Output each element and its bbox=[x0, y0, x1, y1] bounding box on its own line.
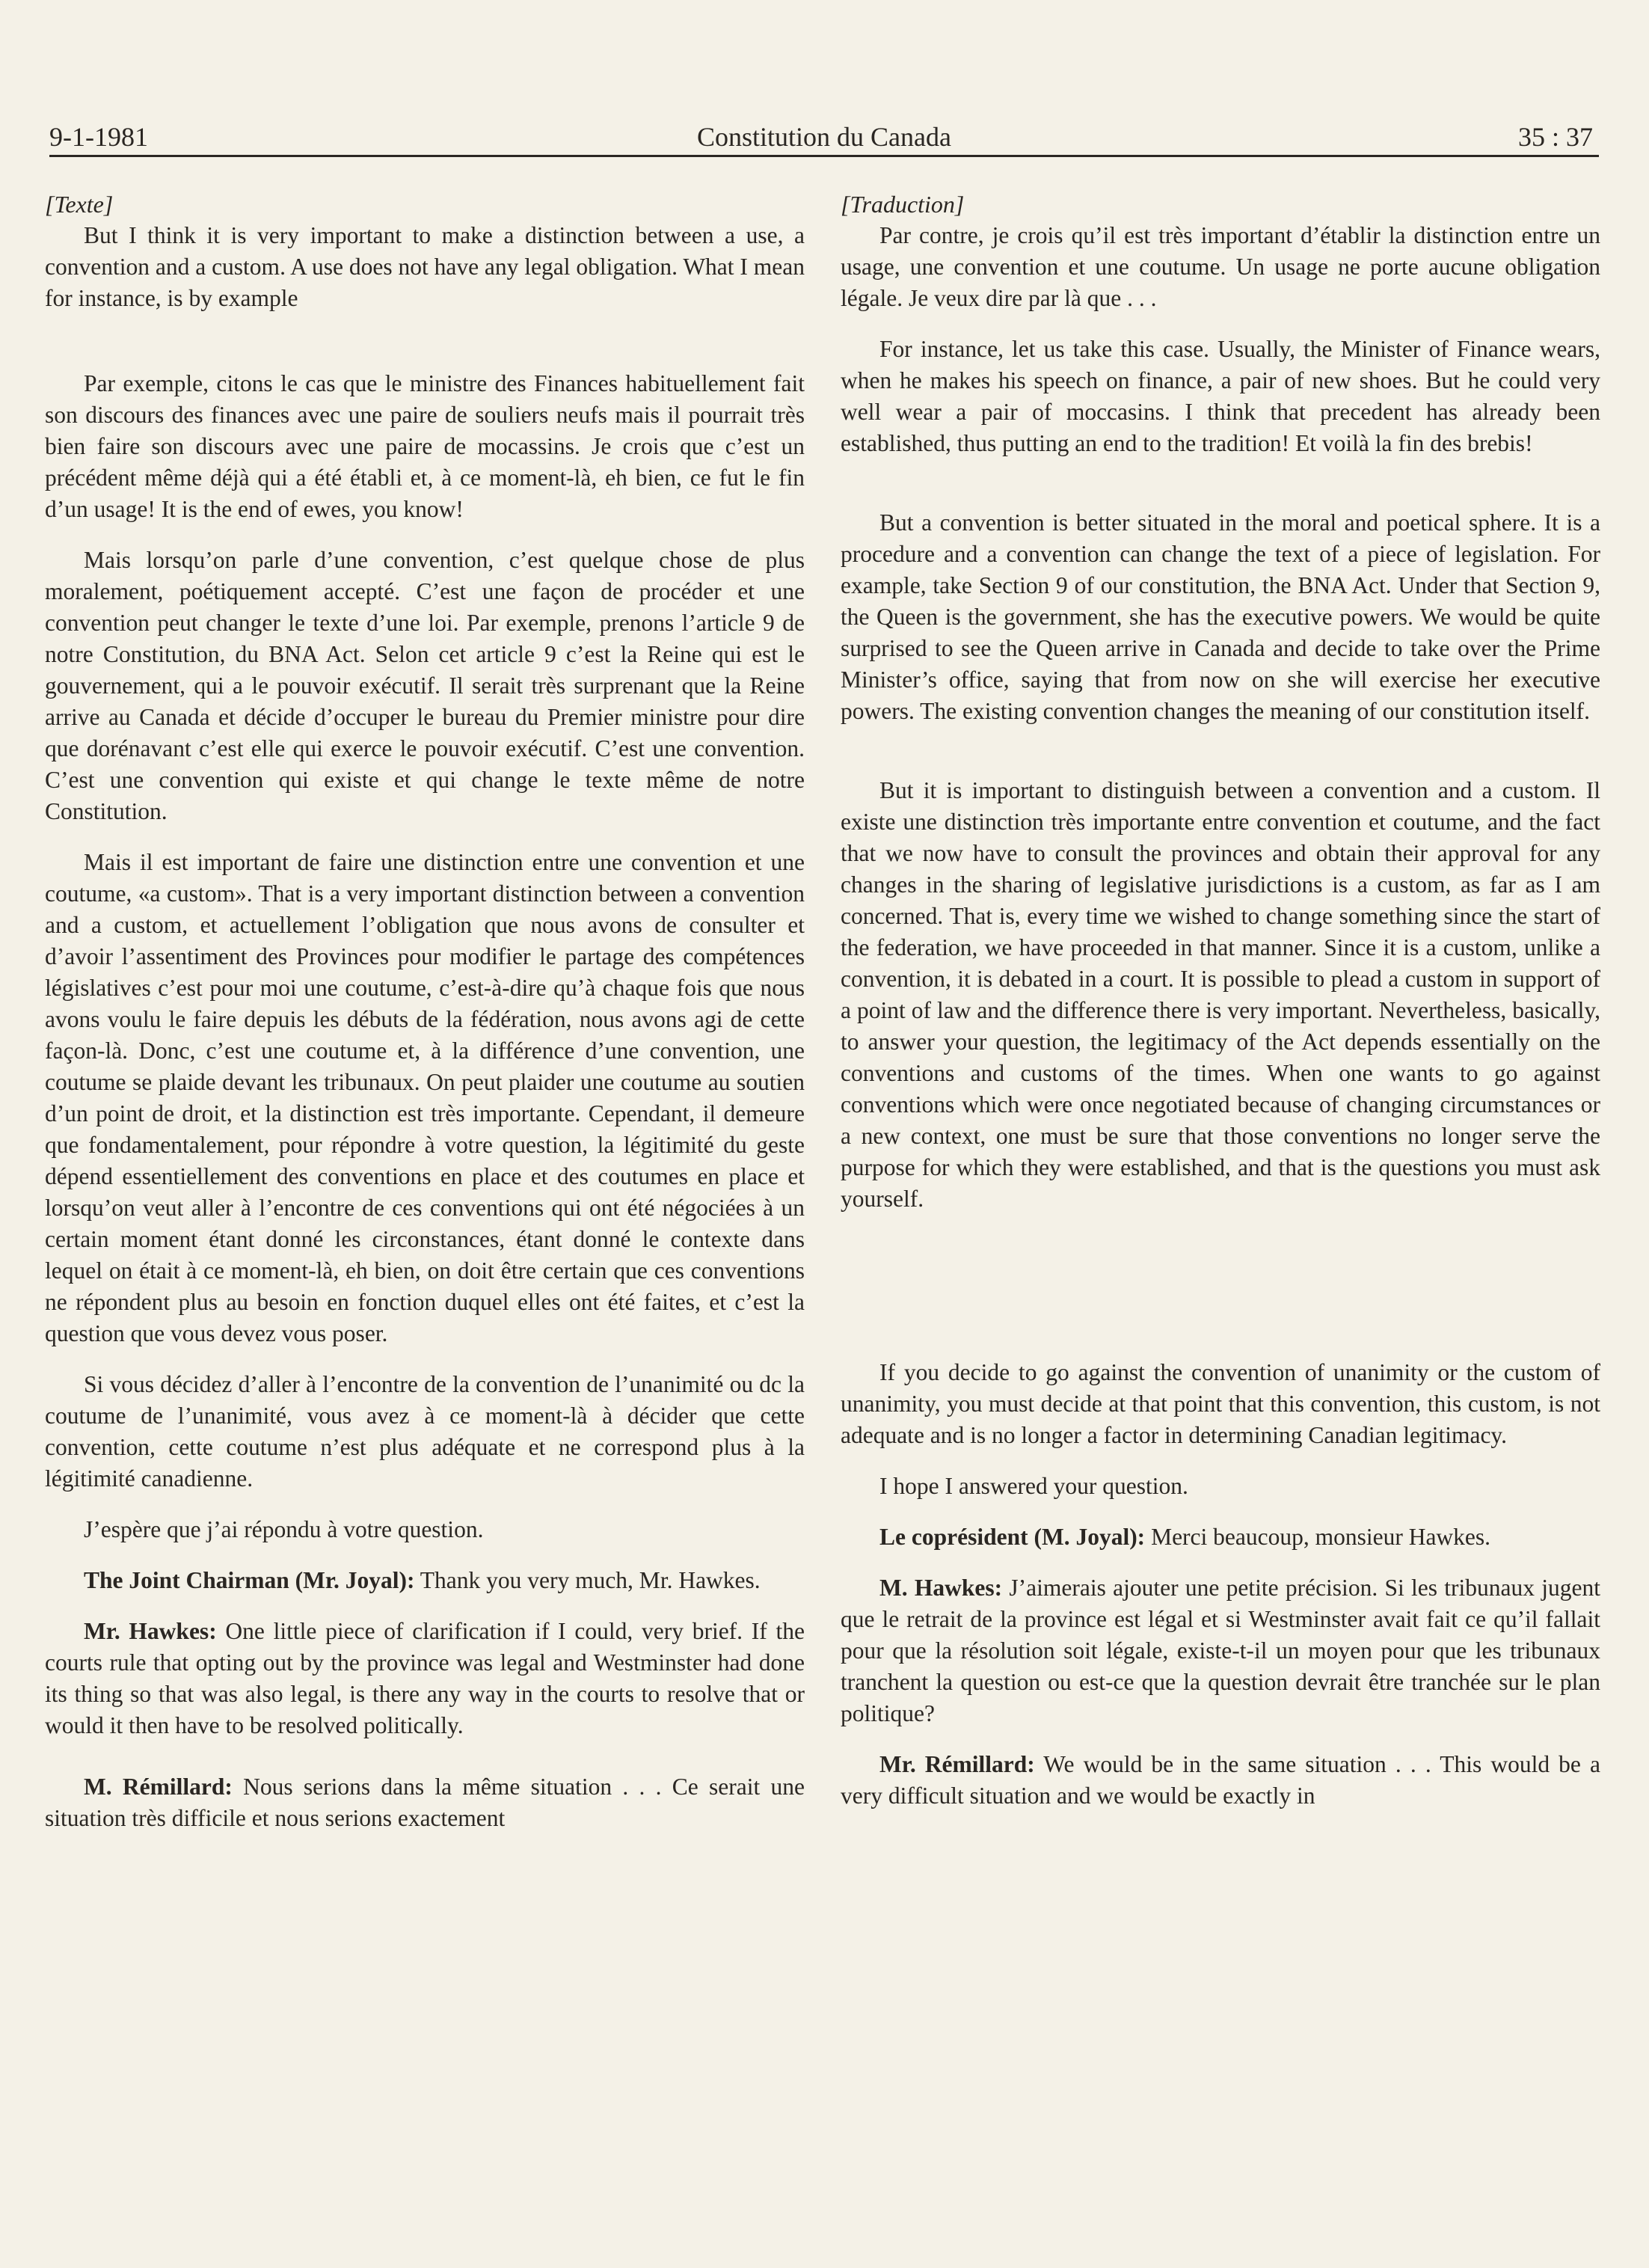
header-rule bbox=[49, 155, 1599, 157]
left-paragraph-9 bbox=[45, 1771, 805, 1834]
right-speaker-remillard: Mr. Rémillard: bbox=[879, 1751, 1035, 1777]
right-column-translation bbox=[841, 189, 1600, 1831]
left-paragraph-2: Par exemple, citons le cas que le ministre des Finances habituellement fait son discours des finances avec une paire de souliers neufs mais il pourrait très bien faire son discours avec une paire de mocassins. Je crois que c’est un précédent même déjà qui a été établi et, à ce moment-là, eh bien, ce fut le fin d’un usage! It is the end of ewes, you know! bbox=[45, 370, 805, 522]
header-date: 9-1-1981 bbox=[49, 122, 148, 152]
left-speech-7: Thank you very much, Mr. Hawkes. bbox=[414, 1567, 761, 1593]
right-speech-8: J’aimerais ajouter une petite précision. Si les tribunaux jugent que le retrait de la province est légal et si Westminster avait fait ce qu’il fallait pour que la résolution soit légale, existe-t-il un moyen pour que les tribunaux tranchent la question ou est-ce que la question devrait être tranchée sur le plan politique? bbox=[841, 1575, 1600, 1726]
right-paragraph-4: But it is important to distinguish between a convention and a custom. Il existe une distinction très importante entre convention et coutume, and the fact that we now have to consult the provinces and obtain their approval for any changes in the sharing of legislative jurisdictions is a custom, as far as I am concerned. That is, every time we wished to change something since the start of the federation, we have proceeded in that manner. Since it is a custom, unlike a convention, it is debated in a court. It is possible to plead a custom in support of a point of law and the difference there is very important. Nevertheless, basically, to answer your question, the legitimacy of the Act depends essentially on the conventions and customs of the times. When one wants to go against conventions which were once negotiated because of changing circumstances or a new context, one must be sure that those conventions no longer serve the purpose for which they were established, and that is the questions you must ask yourself. bbox=[841, 777, 1600, 1212]
left-column-english-french bbox=[45, 189, 805, 1854]
right-paragraph-8 bbox=[841, 1572, 1600, 1729]
left-paragraph-6: J’espère que j’ai répondu à votre question. bbox=[84, 1516, 484, 1542]
left-paragraph-1: But I think it is very important to make a distinction between a use, a convention and a custom. A use does not have any legal obligation. What I mean for instance, is by example bbox=[45, 222, 805, 311]
right-paragraph-2: For instance, let us take this case. Usually, the Minister of Finance wears, when he makes his speech on finance, a pair of new shoes. But he could very well wear a pair of moccasins. I think that precedent has already been established, thus putting an end to the tradition! Et voilà la fin des brebis! bbox=[841, 336, 1600, 456]
left-speaker-joint-chairman: The Joint Chairman (Mr. Joyal): bbox=[84, 1567, 415, 1593]
left-speaker-remillard: M. Rémillard: bbox=[84, 1774, 233, 1800]
right-speech-9: We would be in the same situation . . . This would be a very difficult situation and we would be exactly in bbox=[841, 1751, 1600, 1809]
right-language-tag: [Traduction] bbox=[841, 191, 965, 218]
left-paragraph-3: Mais lorsqu’on parle d’une convention, c’est quelque chose de plus moralement, poétiquement accepté. C’est une façon de procéder et une convention peut changer le texte d’une loi. Par exemple, prenons l’article 9 de notre Constitution, du BNA Act. Selon cet article 9 c’est la Reine qui est le gouvernement, qui a le pouvoir exécutif. Il serait très surprenant que la Reine arrive au Canada et décide d’occuper le bureau du Premier ministre pour dire que dorénavant c’est elle qui exerce le pouvoir exécutif. C’est une convention. C’est une convention qui existe et qui change le texte même de notre Constitution. bbox=[45, 547, 805, 824]
left-speech-8: One little piece of clarification if I could, very brief. If the courts rule that opting out by the province was legal and Westminster had done its thing so that was also legal, is there any way in the courts to resolve that or would it then have to be resolved politically. bbox=[45, 1618, 805, 1738]
right-paragraph-6: I hope I answered your question. bbox=[879, 1473, 1188, 1499]
left-paragraph-7 bbox=[45, 1565, 805, 1596]
right-speaker-hawkes: M. Hawkes: bbox=[879, 1575, 1003, 1601]
right-paragraph-7 bbox=[841, 1521, 1600, 1553]
right-speech-7: Merci beaucoup, monsieur Hawkes. bbox=[1145, 1524, 1491, 1550]
left-language-tag: [Texte] bbox=[45, 191, 114, 218]
header-page-number: 35 : 37 bbox=[1517, 122, 1593, 152]
left-speech-9: Nous serions dans la même situation . . . Ce serait une situation très difficile et nous serions exactement bbox=[45, 1774, 805, 1831]
left-paragraph-8 bbox=[45, 1616, 805, 1741]
right-paragraph-5: If you decide to go against the convention of unanimity or the custom of unanimity, you must decide at that point that this convention, this custom, is not adequate and is no longer a factor in determining Canadian legitimacy. bbox=[841, 1359, 1600, 1448]
right-speaker-copresident: Le coprésident (M. Joyal): bbox=[879, 1524, 1146, 1550]
right-paragraph-3: But a convention is better situated in the moral and poetical sphere. It is a procedure and a convention can change the text of a piece of legislation. For example, take Section 9 of our constitution, the BNA Act. Under that Section 9, the Queen is the government, she has the executive powers. We would be quite surprised to see the Queen arrive in Canada and decide to take over the Prime Minister’s office, saying that from now on she will exercise her executive powers. The existing convention changes the meaning of our constitution itself. bbox=[841, 509, 1600, 724]
left-paragraph-5: Si vous décidez d’aller à l’encontre de la convention de l’unanimité ou dc la coutume de l’unanimité, vous avez à ce moment-là à décider que cette convention, cette coutume n’est plus adéquate et ne correspond plus à la légitimité canadienne. bbox=[45, 1371, 805, 1492]
left-paragraph-4: Mais il est important de faire une distinction entre une convention et une coutume, «a custom». That is a very important distinction between a convention and a custom, et actuellement l’obligation que nous avons de consulter et d’avoir l’assentiment des Provinces pour modifier le partage des compétences législatives c’est pour moi une coutume, c’est-à-dire qu’à chaque fois que nous avons voulu le faire depuis les débuts de la fédération, nous avons agi de cette façon-là. Donc, c’est une coutume et, à la différence d’une convention, une coutume se plaide devant les tribunaux. On peut plaider une coutume au soutien d’un point de droit, et la distinction est très importante. Cependant, il demeure que fondamentalement, pour répondre à votre question, la légitimité du geste dépend essentiellement des conventions en place et des coutumes en place et lorsqu’on veut aller à l’encontre de ces conventions qui ont été négociées à un certain moment étant donné les circonstances, étant donné le contexte dans lequel on était à ce moment-là, eh bien, on doit être certain que ces conventions ne répondent plus au besoin en fonction duquel elles ont été faites, et c’est la question que vous devez vous poser. bbox=[45, 849, 805, 1346]
page-header bbox=[49, 118, 1599, 156]
left-speaker-hawkes: Mr. Hawkes: bbox=[84, 1618, 217, 1644]
right-paragraph-1: Par contre, je crois qu’il est très important d’établir la distinction entre un usage, une convention et une coutume. Un usage ne porte aucune obligation légale. Je veux dire par là que . . . bbox=[841, 222, 1600, 311]
header-title: Constitution du Canada bbox=[697, 122, 951, 152]
right-paragraph-9 bbox=[841, 1749, 1600, 1812]
